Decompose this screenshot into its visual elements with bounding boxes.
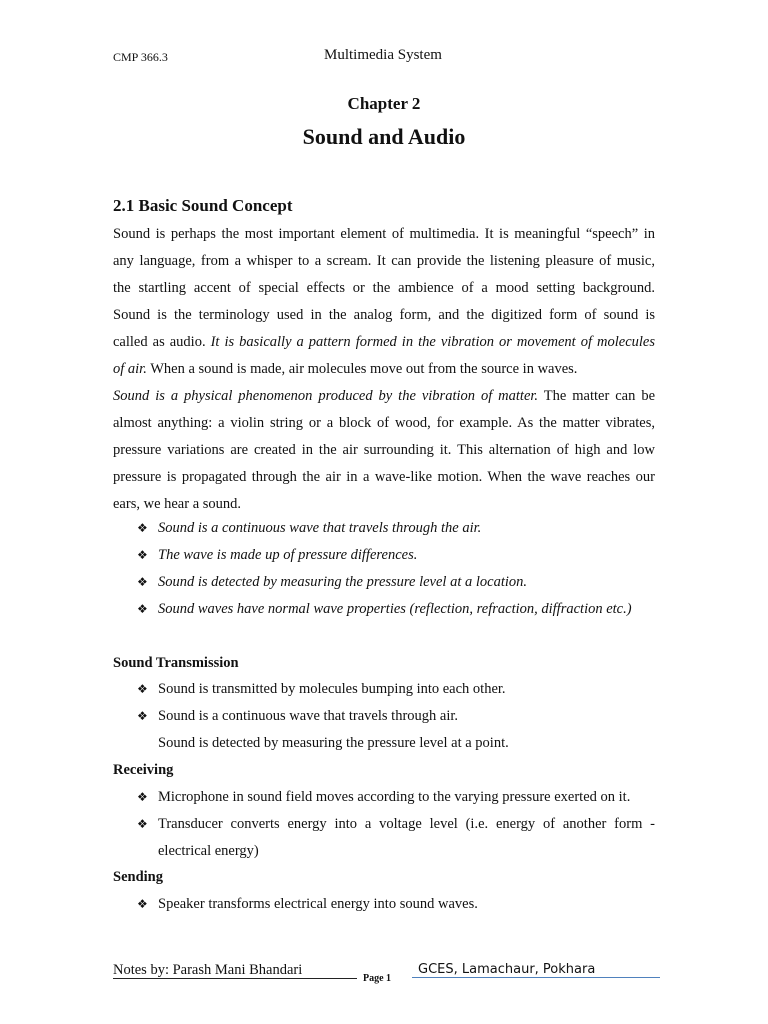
diamond-bullet-icon: ❖ xyxy=(137,521,148,535)
footer-notes: Notes by: Parash Mani Bhandari xyxy=(113,962,303,978)
list-item xyxy=(137,520,159,537)
paragraph-line: Sound is perhaps the most important element of multimedia. It is meaningful “speech” in xyxy=(113,226,655,242)
diamond-bullet-icon: ❖ xyxy=(137,817,148,831)
subheading-sending: Sending xyxy=(113,869,163,885)
list-item-text: Sound is detected by measuring the pressure level at a location. xyxy=(158,574,527,590)
paragraph-italic-text: of air. xyxy=(113,361,147,377)
paragraph-line: ears, we hear a sound. xyxy=(113,496,242,512)
paragraph-text: called as audio. xyxy=(113,334,211,350)
list-item-text: Transducer converts energy into a voltage level (i.e. energy of another form - xyxy=(158,816,655,832)
course-code: CMP 366.3 xyxy=(113,50,168,64)
list-item xyxy=(137,816,159,833)
footer-divider xyxy=(113,978,357,979)
list-item-text: The wave is made up of pressure differences. xyxy=(158,547,418,563)
list-item-continuation: electrical energy) xyxy=(158,843,259,859)
diamond-bullet-icon: ❖ xyxy=(137,548,148,562)
paragraph-line xyxy=(113,329,655,356)
paragraph-line: almost anything: a violin string or a block of wood, for example. As the matter vibrates, xyxy=(113,415,655,431)
list-item-text: Sound is a continuous wave that travels through air. xyxy=(158,708,459,724)
list-item xyxy=(137,789,159,806)
paragraph-line: pressure variations are created in the air surrounding it. This alternation of high and low xyxy=(113,442,655,458)
subheading-transmission: Sound Transmission xyxy=(113,655,239,671)
paragraph-line xyxy=(113,383,655,410)
header-subject: Multimedia System xyxy=(324,47,442,63)
list-item xyxy=(137,708,159,725)
paragraph-line: any language, from a whisper to a scream. It can provide the listening pleasure of music, xyxy=(113,253,655,269)
list-item-text: Speaker transforms electrical energy into sound waves. xyxy=(158,896,478,912)
diamond-bullet-icon: ❖ xyxy=(137,709,148,723)
footer-institution: GCES, Lamachaur, Pokhara xyxy=(418,962,596,977)
list-item xyxy=(137,681,159,698)
list-item xyxy=(137,601,159,618)
list-item xyxy=(137,896,159,913)
list-item-text: Sound is transmitted by molecules bumping into each other. xyxy=(158,681,506,697)
paragraph-line: the startling accent of special effects or the ambience of a mood setting background. xyxy=(113,280,655,296)
diamond-bullet-icon: ❖ xyxy=(137,602,148,616)
paragraph-text: When a sound is made, air molecules move out from the source in waves. xyxy=(146,361,578,377)
subheading-receiving: Receiving xyxy=(113,762,174,778)
paragraph-line: pressure is propagated through the air in a wave-like motion. When the wave reaches our xyxy=(113,469,655,485)
chapter-label: Chapter 2 xyxy=(347,94,421,113)
section-heading: 2.1 Basic Sound Concept xyxy=(113,196,293,215)
paragraph-line: Sound is the terminology used in the analog form, and the digitized form of sound is xyxy=(113,307,655,323)
diamond-bullet-icon: ❖ xyxy=(137,575,148,589)
list-item xyxy=(137,547,159,564)
footer-divider xyxy=(412,977,660,978)
diamond-bullet-icon: ❖ xyxy=(137,790,148,804)
list-item xyxy=(137,574,159,591)
paragraph-italic-text: Sound is a physical phenomenon produced by the vibration of matter. xyxy=(113,388,539,404)
diamond-bullet-icon: ❖ xyxy=(137,682,148,696)
diamond-bullet-icon: ❖ xyxy=(137,897,148,911)
page-title: Sound and Audio xyxy=(302,124,466,149)
paragraph-italic-text: It is basically a pattern formed in the vibration or movement of molecules xyxy=(210,334,655,350)
page-number: Page 1 xyxy=(363,973,392,984)
list-item-text: Sound waves have normal wave properties (reflection, refraction, diffraction etc.) xyxy=(158,601,632,617)
list-item-text: Microphone in sound field moves according to the varying pressure exerted on it. xyxy=(158,789,631,805)
paragraph-text: The matter can be xyxy=(538,388,655,404)
paragraph-line xyxy=(113,356,655,383)
list-item-text: Sound is a continuous wave that travels through the air. xyxy=(158,520,482,536)
list-item-continuation: Sound is detected by measuring the pressure level at a point. xyxy=(158,735,509,751)
